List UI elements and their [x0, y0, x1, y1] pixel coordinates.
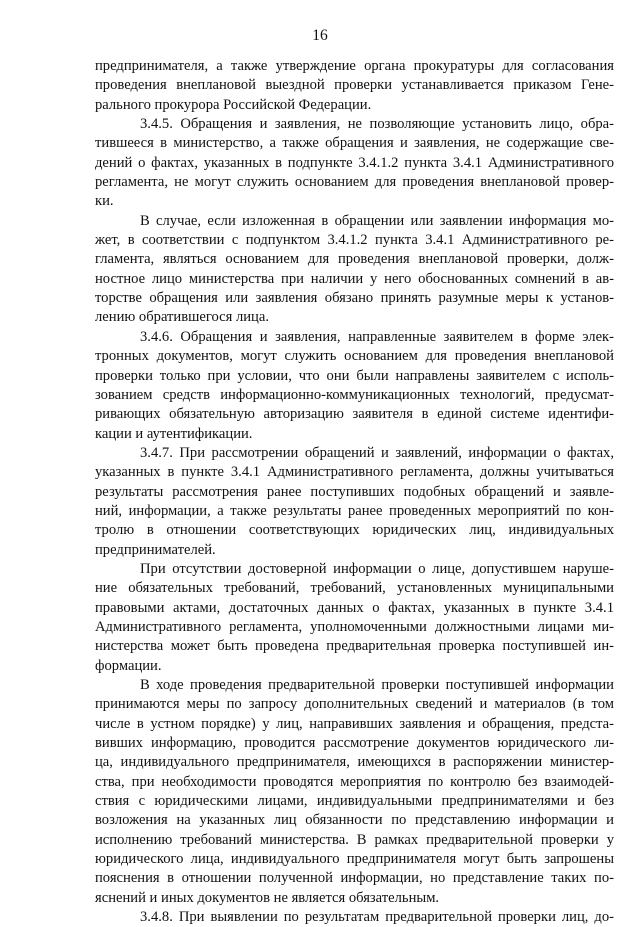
text-line: яснений и иных документов не является обязательным. [95, 889, 440, 906]
text-line: лению обратившегося лица. [95, 309, 269, 326]
page-number: 16 [312, 27, 328, 44]
text-line: юридического лица, индивидуального предпринимателя могут быть запрошены [95, 851, 614, 868]
document-body-text [95, 57, 614, 927]
text-line: 3.4.6. Обращения и заявления, направленные заявителем в форме элек- [140, 328, 614, 345]
text-line: торстве обращения или заявления обязано принять разумные меры к установ- [95, 290, 614, 307]
text-line: проверки только при условии, что они были направлены заявителем с исполь- [95, 367, 614, 384]
text-line: указанных в пункте 3.4.1 Административного регламента, должны учитываться [95, 464, 614, 481]
text-line: предпринимателя, а также утверждение органа прокуратуры для согласования [95, 58, 614, 74]
text-line: исполнению требований министерства. В рамках предварительной проверки у [95, 831, 614, 848]
text-line: проведения внеплановой выездной проверки устанавливается приказом Гене- [95, 77, 614, 94]
text-line: дений о фактах, указанных в подпункте 3.4.1.2 пункта 3.4.1 Административного [95, 154, 614, 171]
text-line: ривающих обязательную авторизацию заявителя в единой системе идентифи- [95, 406, 614, 423]
text-line: В случае, если изложенная в обращении или заявлении информация мо- [140, 212, 614, 229]
text-line: нистерства может быть проведена предварительная проверка поступившей ин- [95, 638, 614, 655]
text-line: пояснения в отношении полученной информации, но представление таких по- [95, 870, 614, 887]
text-line: ностное лицо министерства при наличии у него обоснованных сомнений в ав- [95, 270, 614, 287]
text-line: регламента, не могут служить основанием для проведения внеплановой провер- [95, 174, 614, 191]
text-line: 3.4.8. При выявлении по результатам предварительной проверки лиц, до- [140, 909, 614, 926]
text-line: тившееся в министерство, а также обращения и заявления, не содержащие све- [95, 135, 614, 152]
text-line: правовыми актами, достаточных данных о фактах, указанных в пункте 3.4.1 [95, 599, 614, 616]
text-line: гламента, являться основанием для проведения внеплановой проверки, долж- [95, 251, 614, 268]
text-line: В ходе проведения предварительной проверки поступившей информации [140, 677, 614, 693]
text-line: ки. [95, 193, 114, 210]
text-line: формации. [95, 657, 162, 674]
text-line: ца, индивидуального предпринимателя, имеющихся в распоряжении министер- [95, 754, 614, 771]
text-line: предпринимателей. [95, 541, 216, 558]
text-line: Административного регламента, уполномоченными должностными лицами ми- [95, 618, 614, 635]
text-line: 3.4.7. При рассмотрении обращений и заявлений, информации о фактах, [140, 444, 614, 461]
text-line: вивших информацию, проводится рассмотрение документов юридического ли- [95, 735, 614, 752]
text-line: рального прокурора Российской Федерации. [95, 96, 372, 113]
text-line: возложения на указанных лиц обязанности по представлению информации и [95, 812, 614, 829]
text-line: результаты рассмотрения ранее поступивших подобных обращений и заявле- [95, 483, 614, 500]
text-line: ствия с юридическими лицами, индивидуальными предпринимателями и без [95, 793, 614, 810]
text-line: 3.4.5. Обращения и заявления, не позволяющие установить лицо, обра- [140, 116, 614, 133]
text-line: числе в устном порядке) у лиц, направивших заявления и обращения, предста- [95, 715, 614, 732]
text-line: тронных документов, могут служить основанием для проведения внеплановой [95, 348, 614, 365]
text-line: зованием средств информационно-коммуникационных технологий, предусмат- [95, 386, 614, 403]
text-line: принимаются меры по запросу дополнительных сведений и материалов (в том [95, 696, 614, 713]
text-line: ний, информации, а также результаты ранее проведенных мероприятий по кон- [95, 502, 614, 519]
text-line: ние обязательных требований, требований, установленных муниципальными [95, 580, 614, 597]
text-line: При отсутствии достоверной информации о лице, допустившем наруше- [140, 560, 614, 577]
text-line: жет, в соответствии с подпунктом 3.4.1.2 пункта 3.4.1 Административного ре- [95, 232, 614, 249]
text-line: тролю в отношении соответствующих юридических лиц, индивидуальных [95, 522, 614, 539]
text-line: ства, при необходимости проводятся мероприятия по контролю без взаимодей- [95, 773, 614, 790]
text-line: кации и аутентификации. [95, 425, 253, 442]
